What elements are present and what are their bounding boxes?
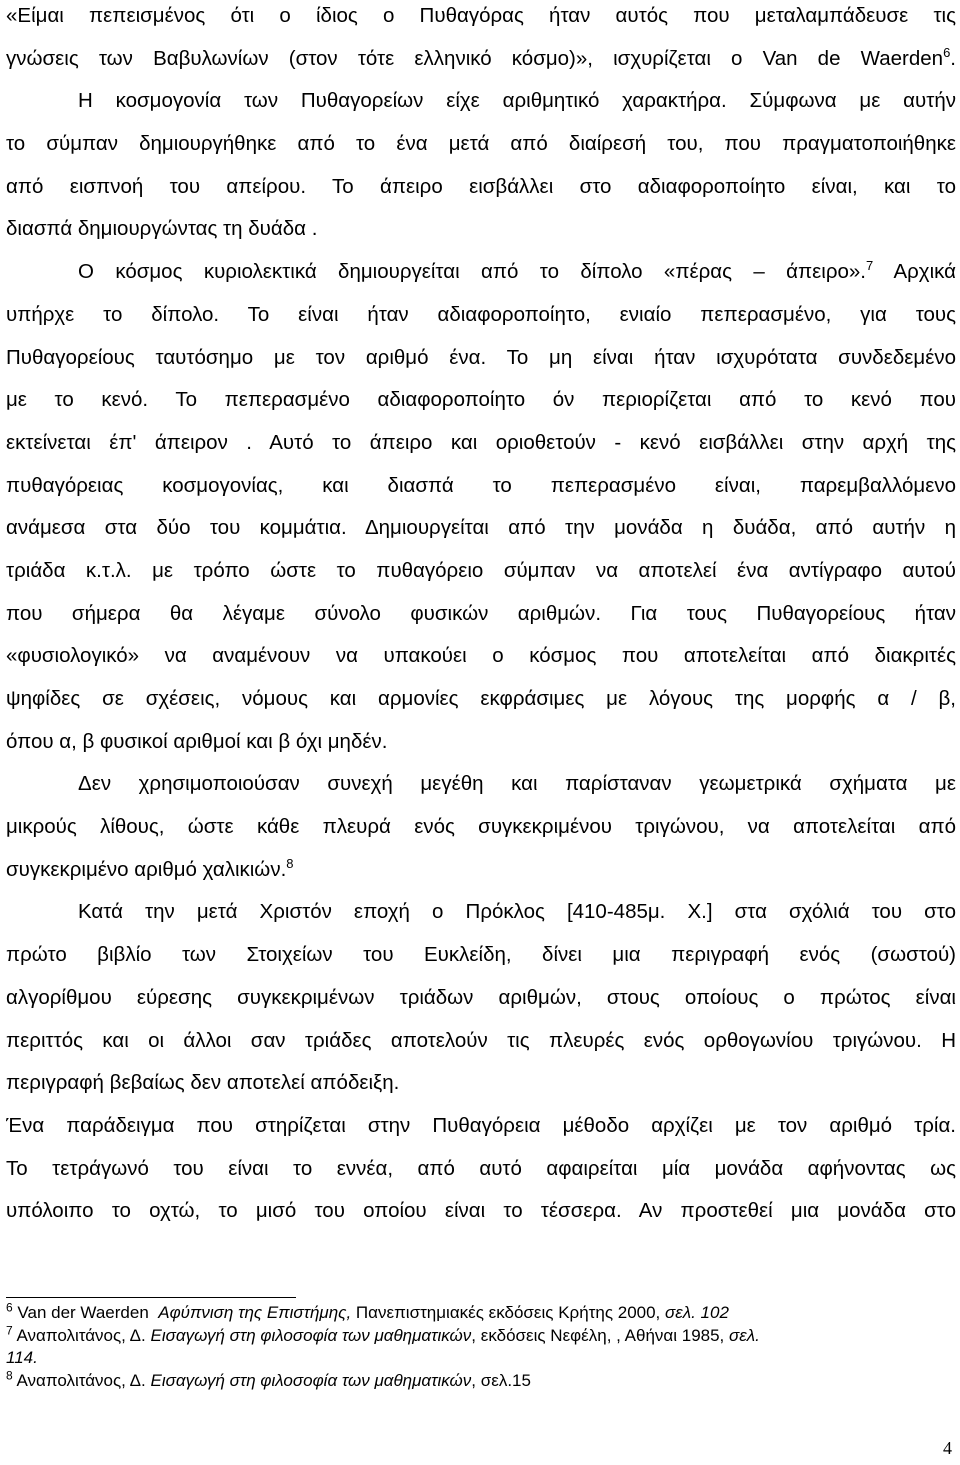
text-line (6, 1197, 956, 1240)
text-span: Δεν χρησιμοποιούσαν συνεχή μεγέθη και παρίσταναν γεωμετρικά σχήματα με (78, 772, 956, 796)
text-line (6, 301, 956, 344)
text-span: με το κενό. Το πεπερασμένο αδιαφοροποίητο όν περιορίζεται από το κενό που (6, 388, 956, 412)
footnote-ref: 8 (286, 855, 294, 871)
text-span: Ο κόσμος κυριολεκτικά δημιουργείται από το δίπολο «πέρας – άπειρο». (78, 260, 866, 284)
text-span: Το τετράγωνό του είναι το εννέα, από αυτό αφαιρείται μία μονάδα αφήνοντας ως (6, 1156, 956, 1180)
text-span: ψηφίδες σε σχέσεις, νόμους και αρμονίες εκφράσιμες με λόγους της μορφής α / β, (6, 687, 956, 710)
text-span: , εκδόσεις Νεφέλη, , Αθήναι 1985, (471, 1325, 730, 1345)
footnote-ref: 7 (866, 258, 874, 274)
text-span: υπόλοιπο το οχτώ, το μισό του οποίου είναι το τέσσερα. Αν προστεθεί μια μονάδα στο (6, 1199, 956, 1223)
text-line (6, 344, 956, 387)
text-line (6, 813, 956, 856)
text-span: εκτείνεται έπ' άπειρον . Αυτό το άπειρο και οριοθετούν - κενό εισβάλλει στην αρχή της (6, 430, 956, 454)
text-span: μικρούς λίθους, ώστε κάθε πλευρά ενός συγκεκριμένου τριγώνου, να αποτελείται από (6, 815, 956, 839)
footnote-number: 8 (6, 1367, 13, 1382)
text-span: Αρχικά (873, 260, 956, 284)
text-span: Αναπολιτάνος, Δ. (12, 1325, 151, 1345)
text-line (6, 386, 956, 429)
text-span: Κατά την μετά Χριστόν εποχή ο Πρόκλος [410-485μ. Χ.] στα σχόλιά του στο (78, 900, 956, 924)
text-line (6, 642, 956, 685)
text-line (6, 557, 956, 600)
text-line (6, 600, 956, 643)
text-line (6, 429, 956, 472)
text-span: Πανεπιστημιακές εκδόσεις Κρήτης 2000, (351, 1303, 666, 1322)
text-span: Van der Waerden (17, 1303, 159, 1322)
text-line (6, 45, 956, 88)
text-span: 114. (6, 1348, 38, 1367)
text-span: «Είμαι πεπεισμένος ότι ο ίδιος ο Πυθαγόρας ήταν αυτός που μεταλαμπάδευσε τις (6, 4, 956, 27)
text-line (6, 258, 956, 301)
footnote-7 (6, 1322, 956, 1348)
text-span: Πυθαγορείους ταυτόσημο με τον αριθμό ένα. Το μη είναι ήταν ισχυρότατα συνδεδεμένο (6, 345, 956, 369)
text-span: περιττός και οι άλλοι σαν τριάδες αποτελούν τις πλευρές ενός ορθογωνίου τριγώνου. Η (6, 1028, 956, 1052)
body-text (6, 2, 956, 1240)
footnote-number: 7 (6, 1322, 13, 1337)
footnote-number: 6 (6, 1300, 13, 1315)
text-line (6, 215, 956, 258)
text-span: Αφύπνιση της Επιστήμης, (158, 1303, 352, 1322)
text-span: Ένα παράδειγμα που στηρίζεται στην Πυθαγόρεια μέθοδο αρχίζει με τον αριθμό τρία. (6, 1113, 956, 1137)
text-span: υπήρχε το δίπολο. Το είναι ήταν αδιαφοροποίητο, ενιαίο πεπερασμένο, για τους (6, 302, 956, 326)
text-line (6, 2, 956, 45)
text-span: συγκεκριμένο αριθμό χαλικιών. (6, 857, 287, 881)
text-line (6, 941, 956, 984)
footnote-ref: 6 (943, 44, 951, 60)
text-line (6, 1155, 956, 1198)
text-span: από εισπνοή του απείρου. Το άπειρο εισβάλλει στο αδιαφοροποίητο είναι, και το (6, 174, 956, 198)
text-span: γνώσεις των Βαβυλωνίων (στον τότε ελληνικό κόσμο)», ισχυρίζεται ο Van de Waerden (6, 46, 944, 70)
footnote-7-cont (6, 1347, 956, 1370)
text-line (6, 898, 956, 941)
text-span: Η κοσμογονία των Πυθαγορείων είχε αριθμητικό χαρακτήρα. Σύμφωνα με αυτήν (78, 89, 956, 113)
text-line (6, 984, 956, 1027)
text-line (6, 770, 956, 813)
text-span: Αναπολιτάνος, Δ. (12, 1370, 151, 1390)
text-line (6, 472, 956, 515)
text-span: το σύμπαν δημιουργήθηκε από το ένα μετά από διαίρεσή του, που πραγματοποιήθηκε (6, 132, 956, 156)
text-span: τριάδα κ.τ.λ. με τρόπο ώστε το πυθαγόρειο σύμπαν να αποτελεί ένα αντίγραφο αυτού (6, 558, 956, 582)
text-line (6, 1069, 956, 1112)
text-line (6, 685, 956, 728)
footnotes (6, 1302, 956, 1392)
text-line (6, 856, 956, 899)
footnote-8 (6, 1367, 956, 1393)
text-span: σελ. 102 (665, 1303, 729, 1322)
text-line (6, 1027, 956, 1070)
text-span: «φυσιολογικό» να αναμένουν να υπακούει ο κόσμος που αποτελείται από διακριτές (6, 644, 956, 668)
text-span: που σήμερα θα λέγαμε σύνολο φυσικών αριθμών. Για τους Πυθαγορείους ήταν (6, 601, 956, 625)
text-span: όπου α, β φυσικοί αριθμοί και β όχι μηδέν. (6, 729, 388, 753)
text-span: Εισαγωγή στη φιλοσοφία των μαθηματικών (150, 1370, 472, 1390)
text-span: Εισαγωγή στη φιλοσοφία των μαθηματικών (150, 1325, 472, 1345)
text-line (6, 87, 956, 130)
page-number: 4 (943, 1438, 952, 1458)
footnote-6 (6, 1302, 956, 1325)
text-span: διασπά δημιουργώντας τη δυάδα . (6, 217, 318, 241)
text-span: ανάμεσα στα δύο του κομμάτια. Δημιουργείται από την μονάδα η δυάδα, από αυτήν η (6, 516, 956, 540)
footnote-separator (6, 1297, 296, 1298)
text-span: πυθαγόρειας κοσμογονίας, και διασπά το πεπερασμένο είναι, παρεμβαλλόμενο (6, 473, 956, 497)
text-span: , σελ.15 (471, 1370, 531, 1390)
text-span: αλγορίθμου εύρεσης συγκεκριμένων τριάδων αριθμών, στους οποίους ο πρώτος είναι (6, 985, 956, 1009)
text-line (6, 173, 956, 216)
text-line (6, 514, 956, 557)
text-span: σελ. (729, 1325, 760, 1345)
text-span: . (950, 46, 956, 70)
text-line (6, 130, 956, 173)
text-line (6, 1112, 956, 1155)
text-span: περιγραφή βεβαίως δεν αποτελεί απόδειξη. (6, 1071, 400, 1095)
text-span: πρώτο βιβλίο των Στοιχείων του Ευκλείδη, δίνει μια περιγραφή ενός (σωστού) (6, 943, 956, 967)
text-line (6, 728, 956, 771)
